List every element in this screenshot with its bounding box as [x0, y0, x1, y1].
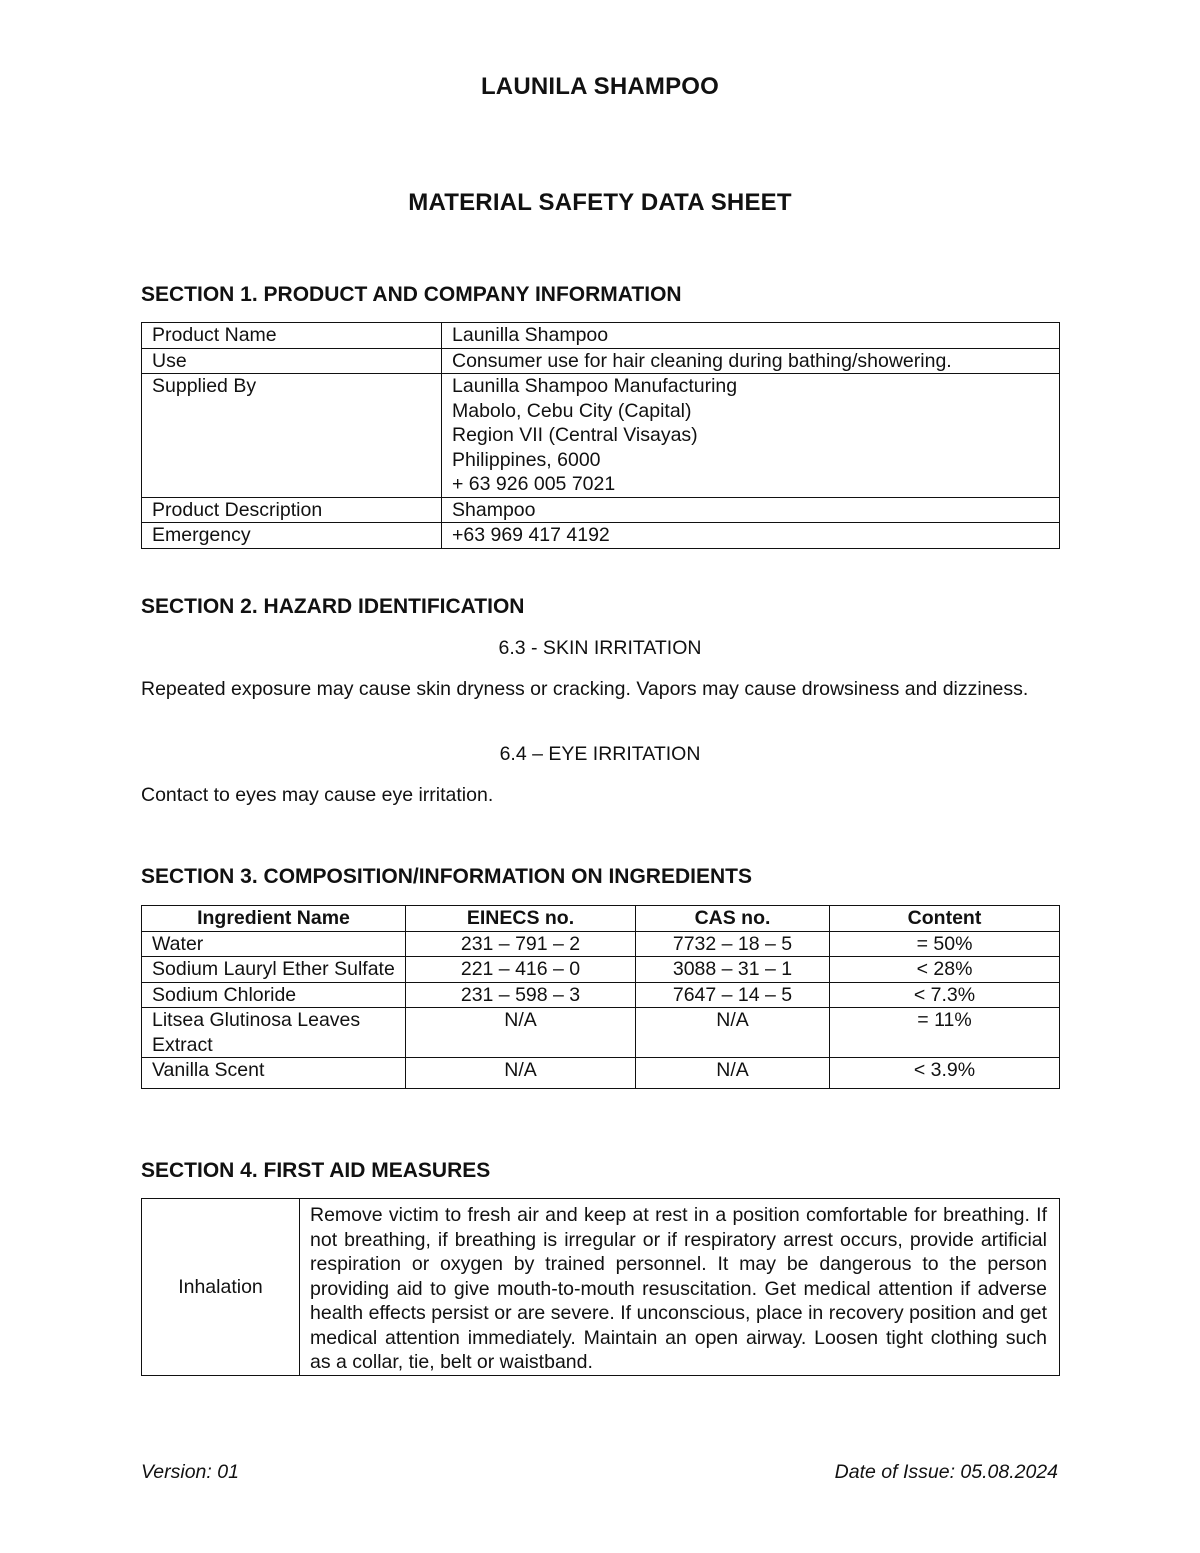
section-2-heading: SECTION 2. HAZARD IDENTIFICATION — [141, 595, 525, 618]
version-label: Version: 01 — [141, 1461, 239, 1483]
table-row — [142, 523, 1060, 549]
supplier-address-line-3: Philippines, 6000 — [452, 448, 601, 471]
sheet-title: MATERIAL SAFETY DATA SHEET — [408, 189, 792, 216]
use-value: Consumer use for hair cleaning during bathing/showering. — [442, 348, 1060, 374]
cas-number: N/A — [636, 1008, 830, 1058]
supplier-address-line-2: Region VII (Central Visayas) — [452, 424, 698, 446]
table-row — [142, 374, 1060, 498]
supplied-by-value — [442, 374, 1060, 498]
ingredient-name: Sodium Chloride — [142, 982, 406, 1008]
ingredient-name: Vanilla Scent — [142, 1058, 406, 1089]
skin-irritation-text: Repeated exposure may cause skin dryness or cracking. Vapors may cause drowsiness and dizziness. — [141, 678, 1029, 700]
table-row — [142, 497, 1060, 523]
einecs-number: 231 – 791 – 2 — [406, 931, 636, 957]
ingredients-table — [141, 905, 1060, 1089]
product-description-label: Product Description — [142, 497, 442, 523]
content-value: < 3.9% — [830, 1058, 1060, 1089]
column-header-cas: CAS no. — [636, 906, 830, 932]
content-value: < 28% — [830, 957, 1060, 983]
supplier-address-line-1: Mabolo, Cebu City (Capital) — [452, 399, 692, 422]
product-name-label: Product Name — [142, 323, 442, 349]
cas-number: N/A — [636, 1058, 830, 1089]
content-value: = 50% — [830, 931, 1060, 957]
table-row — [142, 931, 1060, 957]
product-description-value: Shampoo — [442, 497, 1060, 523]
inhalation-instructions: Remove victim to fresh air and keep at rest in a position comfortable for breathing. If not breathing, if breathing is irregular or if respiratory arrest occurs, provide artificial respiration or oxygen by trained personnel. It may be dangerous to the person providing aid to give mouth-to-mouth resuscitation. Get medical attention if adverse health effects persist or are severe. If unconscious, place in recovery position and get medical attention immediately. Maintain an open airway. Loosen tight clothing such as a collar, tie, belt or waistband. — [300, 1199, 1060, 1376]
date-of-issue: Date of Issue: 05.08.2024 — [834, 1461, 1058, 1483]
first-aid-table — [141, 1198, 1060, 1376]
section-1-heading: SECTION 1. PRODUCT AND COMPANY INFORMATION — [141, 283, 682, 306]
einecs-number: 221 – 416 – 0 — [406, 957, 636, 983]
eye-irritation-text: Contact to eyes may cause eye irritation. — [141, 784, 494, 806]
table-row — [142, 1008, 1060, 1058]
product-name-value: Launilla Shampoo — [442, 323, 1060, 349]
content-value: = 11% — [830, 1008, 1060, 1058]
eye-irritation-subheading: 6.4 – EYE IRRITATION — [499, 743, 701, 765]
section-4-heading: SECTION 4. FIRST AID MEASURES — [141, 1159, 491, 1182]
column-header-ingredient: Ingredient Name — [142, 906, 406, 932]
content-value: < 7.3% — [830, 982, 1060, 1008]
einecs-number: 231 – 598 – 3 — [406, 982, 636, 1008]
einecs-number: N/A — [406, 1058, 636, 1089]
use-label: Use — [142, 348, 442, 374]
cas-number: 7732 – 18 – 5 — [636, 931, 830, 957]
table-header-row — [142, 906, 1060, 932]
column-header-content: Content — [830, 906, 1060, 932]
table-row — [142, 1199, 1060, 1376]
skin-irritation-subheading: 6.3 - SKIN IRRITATION — [498, 637, 702, 659]
cas-number: 3088 – 31 – 1 — [636, 957, 830, 983]
table-row — [142, 982, 1060, 1008]
table-row — [142, 323, 1060, 349]
table-row — [142, 348, 1060, 374]
column-header-einecs: EINECS no. — [406, 906, 636, 932]
supplier-phone: + 63 926 005 7021 — [452, 473, 616, 495]
emergency-label: Emergency — [142, 523, 442, 549]
table-row — [142, 1058, 1060, 1089]
ingredient-name: Litsea Glutinosa Leaves Extract — [142, 1008, 406, 1058]
section-3-heading: SECTION 3. COMPOSITION/INFORMATION ON INGREDIENTS — [141, 865, 752, 888]
cas-number: 7647 – 14 – 5 — [636, 982, 830, 1008]
inhalation-label: Inhalation — [142, 1199, 300, 1376]
product-info-table — [141, 322, 1060, 549]
einecs-number: N/A — [406, 1008, 636, 1058]
emergency-value: +63 969 417 4192 — [442, 523, 1060, 549]
supplied-by-label: Supplied By — [142, 374, 442, 498]
table-row — [142, 957, 1060, 983]
ingredient-name: Water — [142, 931, 406, 957]
supplier-name: Launilla Shampoo Manufacturing — [452, 375, 738, 397]
product-title: LAUNILA SHAMPOO — [480, 73, 720, 100]
ingredient-name: Sodium Lauryl Ether Sulfate — [142, 957, 406, 983]
